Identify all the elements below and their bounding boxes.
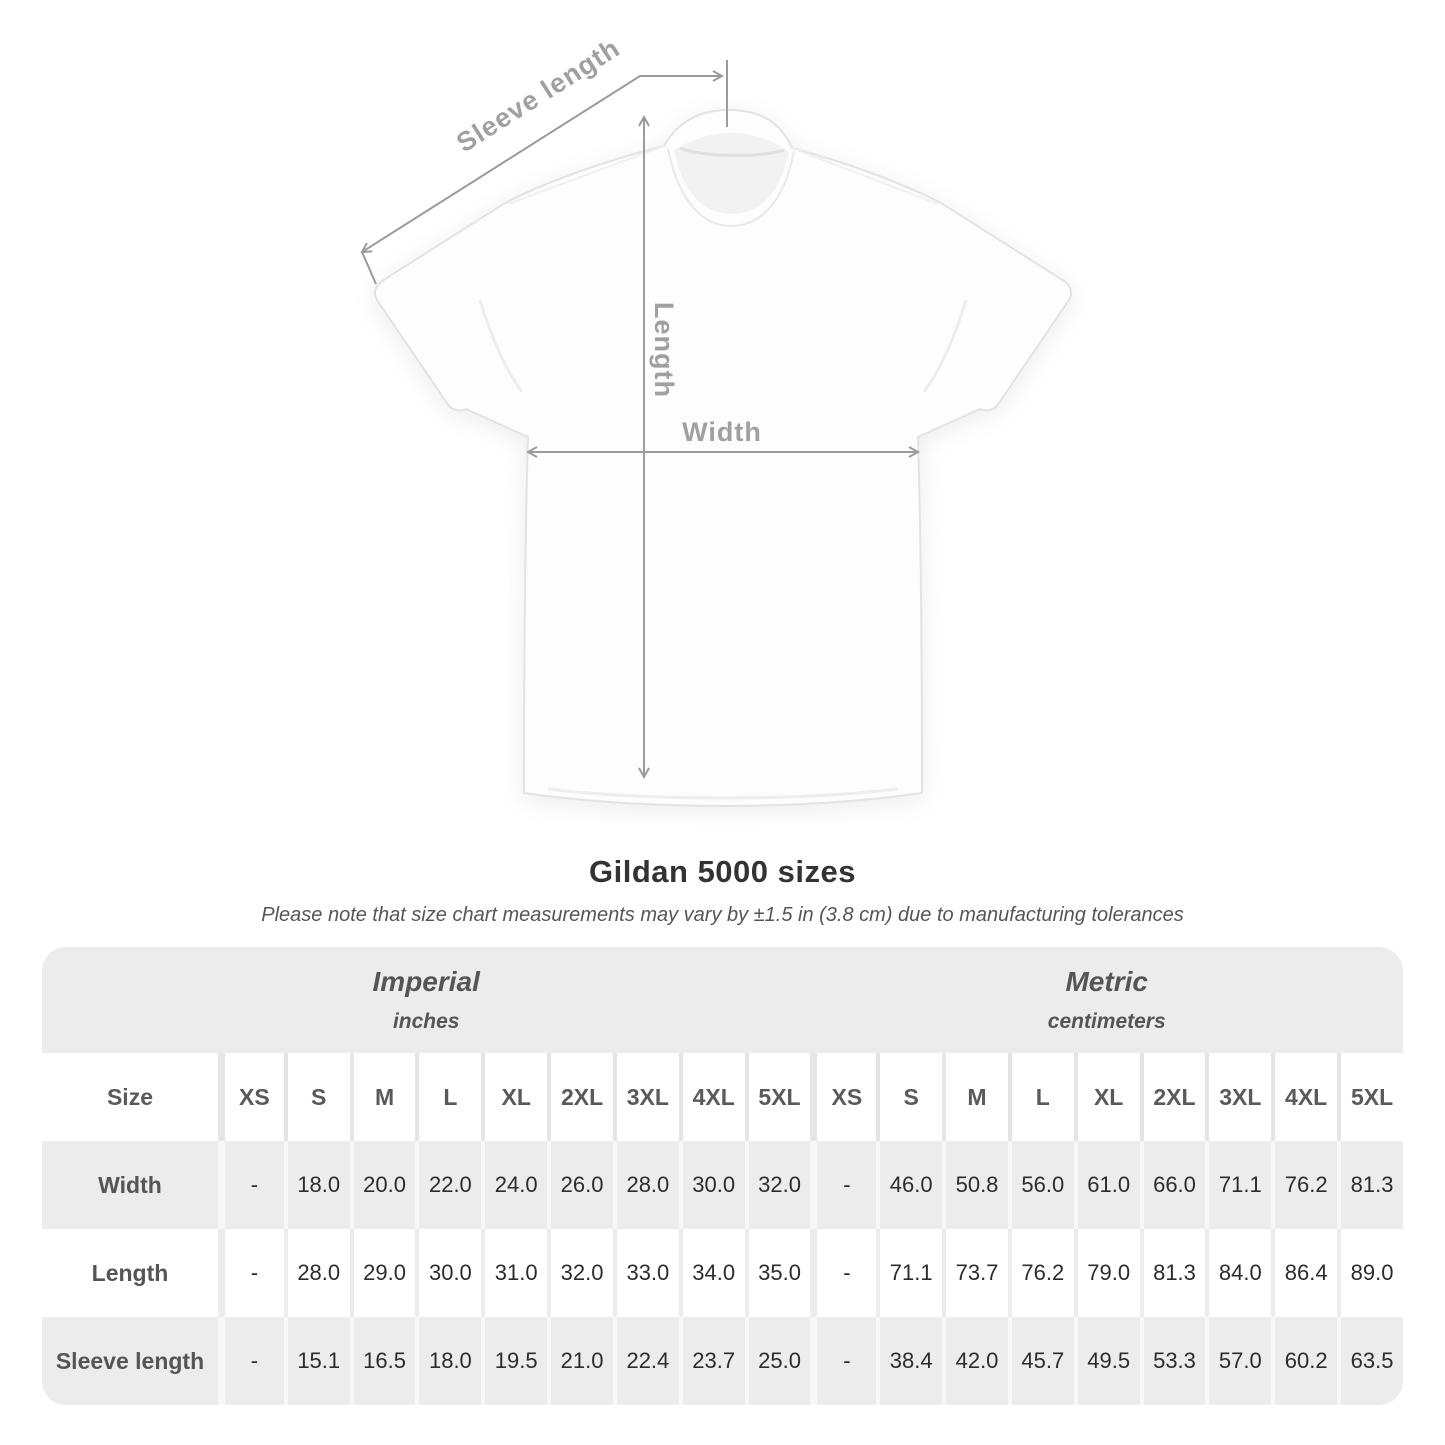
imperial-sublabel: inches xyxy=(392,1010,460,1033)
sleeve-length-label: Sleeve length xyxy=(451,32,626,159)
table-row-width xyxy=(42,1141,1403,1229)
row-label: Width xyxy=(42,1141,218,1229)
value-cell: 57.0 xyxy=(1205,1317,1271,1405)
value-cell: 50.8 xyxy=(942,1141,1008,1229)
size-header-cell: 4XL xyxy=(1271,1053,1337,1141)
size-header-cell: 3XL xyxy=(1205,1053,1271,1141)
value-cell: 38.4 xyxy=(876,1317,942,1405)
size-header-cell: 5XL xyxy=(1337,1053,1403,1141)
value-cell: 21.0 xyxy=(547,1317,613,1405)
value-cell: 28.0 xyxy=(284,1229,350,1317)
value-cell: 45.7 xyxy=(1008,1317,1074,1405)
value-cell: 25.0 xyxy=(745,1317,811,1405)
size-header-cell: 2XL xyxy=(1140,1053,1206,1141)
value-cell: 18.0 xyxy=(415,1317,481,1405)
metric-sublabel: centimeters xyxy=(1047,1010,1166,1033)
value-cell: 30.0 xyxy=(679,1141,745,1229)
width-label: Width xyxy=(682,417,762,447)
value-cell: 71.1 xyxy=(1205,1141,1271,1229)
size-header-cell: M xyxy=(350,1053,416,1141)
value-cell: 30.0 xyxy=(415,1229,481,1317)
value-cell: 66.0 xyxy=(1140,1141,1206,1229)
value-cell: 73.7 xyxy=(942,1229,1008,1317)
tshirt-illustration xyxy=(375,110,1071,806)
value-cell: 49.5 xyxy=(1074,1317,1140,1405)
value-cell: 81.3 xyxy=(1337,1141,1403,1229)
size-header-cell: S xyxy=(876,1053,942,1141)
value-cell: 31.0 xyxy=(481,1229,547,1317)
value-cell: 86.4 xyxy=(1271,1229,1337,1317)
size-header-cell: 2XL xyxy=(547,1053,613,1141)
value-cell: 61.0 xyxy=(1074,1141,1140,1229)
size-header-cell: L xyxy=(415,1053,481,1141)
value-cell: 26.0 xyxy=(547,1141,613,1229)
imperial-group-header xyxy=(42,947,810,1053)
size-table-container xyxy=(42,947,1403,1405)
value-cell: 18.0 xyxy=(284,1141,350,1229)
value-cell: 84.0 xyxy=(1205,1229,1271,1317)
value-cell: 33.0 xyxy=(613,1229,679,1317)
length-label: Length xyxy=(649,302,679,398)
value-cell: 89.0 xyxy=(1337,1229,1403,1317)
value-cell: 32.0 xyxy=(745,1141,811,1229)
size-header-cell: XS xyxy=(218,1053,284,1141)
value-cell: 60.2 xyxy=(1271,1317,1337,1405)
value-cell: 24.0 xyxy=(481,1141,547,1229)
value-cell: 22.4 xyxy=(613,1317,679,1405)
size-header-cell: XS xyxy=(810,1053,876,1141)
size-header-cell: L xyxy=(1008,1053,1074,1141)
value-cell: 28.0 xyxy=(613,1141,679,1229)
value-cell: 46.0 xyxy=(876,1141,942,1229)
caption-block xyxy=(0,854,1445,927)
row-label: Sleeve length xyxy=(42,1317,218,1405)
size-header-cell: S xyxy=(284,1053,350,1141)
value-cell: - xyxy=(218,1317,284,1405)
value-cell: - xyxy=(810,1141,876,1229)
value-cell: 32.0 xyxy=(547,1229,613,1317)
value-cell: 63.5 xyxy=(1337,1317,1403,1405)
value-cell: 29.0 xyxy=(350,1229,416,1317)
value-cell: 79.0 xyxy=(1074,1229,1140,1317)
imperial-label: Imperial xyxy=(372,966,480,997)
value-cell: 53.3 xyxy=(1140,1317,1206,1405)
unit-group-header-row xyxy=(42,947,1403,1053)
value-cell: - xyxy=(810,1229,876,1317)
size-header-cell: XL xyxy=(481,1053,547,1141)
page-title: Gildan 5000 sizes xyxy=(589,854,856,889)
value-cell: 76.2 xyxy=(1008,1229,1074,1317)
value-cell: 16.5 xyxy=(350,1317,416,1405)
sleeve-arrow-extension-line xyxy=(362,252,376,284)
value-cell: 19.5 xyxy=(481,1317,547,1405)
value-cell: - xyxy=(218,1229,284,1317)
value-cell: 56.0 xyxy=(1008,1141,1074,1229)
size-header-cell: M xyxy=(942,1053,1008,1141)
value-cell: 23.7 xyxy=(679,1317,745,1405)
table-row-sleeve-length xyxy=(42,1317,1403,1405)
value-cell: 76.2 xyxy=(1271,1141,1337,1229)
value-cell: 81.3 xyxy=(1140,1229,1206,1317)
value-cell: 71.1 xyxy=(876,1229,942,1317)
value-cell: 34.0 xyxy=(679,1229,745,1317)
size-header-row xyxy=(42,1053,1403,1141)
table-row-length xyxy=(42,1229,1403,1317)
value-cell: - xyxy=(218,1141,284,1229)
size-header-cell: 3XL xyxy=(613,1053,679,1141)
value-cell: 22.0 xyxy=(415,1141,481,1229)
size-header-cell: XL xyxy=(1074,1053,1140,1141)
value-cell: 15.1 xyxy=(284,1317,350,1405)
size-header-cell: 4XL xyxy=(679,1053,745,1141)
metric-group-header xyxy=(810,947,1403,1053)
size-header-cell: 5XL xyxy=(745,1053,811,1141)
size-table xyxy=(42,947,1403,1405)
value-cell: 35.0 xyxy=(745,1229,811,1317)
value-cell: 42.0 xyxy=(942,1317,1008,1405)
metric-label: Metric xyxy=(1065,966,1148,997)
size-column-header: Size xyxy=(42,1053,218,1141)
tolerance-note: Please note that size chart measurements may vary by ±1.5 in (3.8 cm) due to manufacturing tolerances xyxy=(261,904,1184,926)
value-cell: 20.0 xyxy=(350,1141,416,1229)
value-cell: - xyxy=(810,1317,876,1405)
row-label: Length xyxy=(42,1229,218,1317)
